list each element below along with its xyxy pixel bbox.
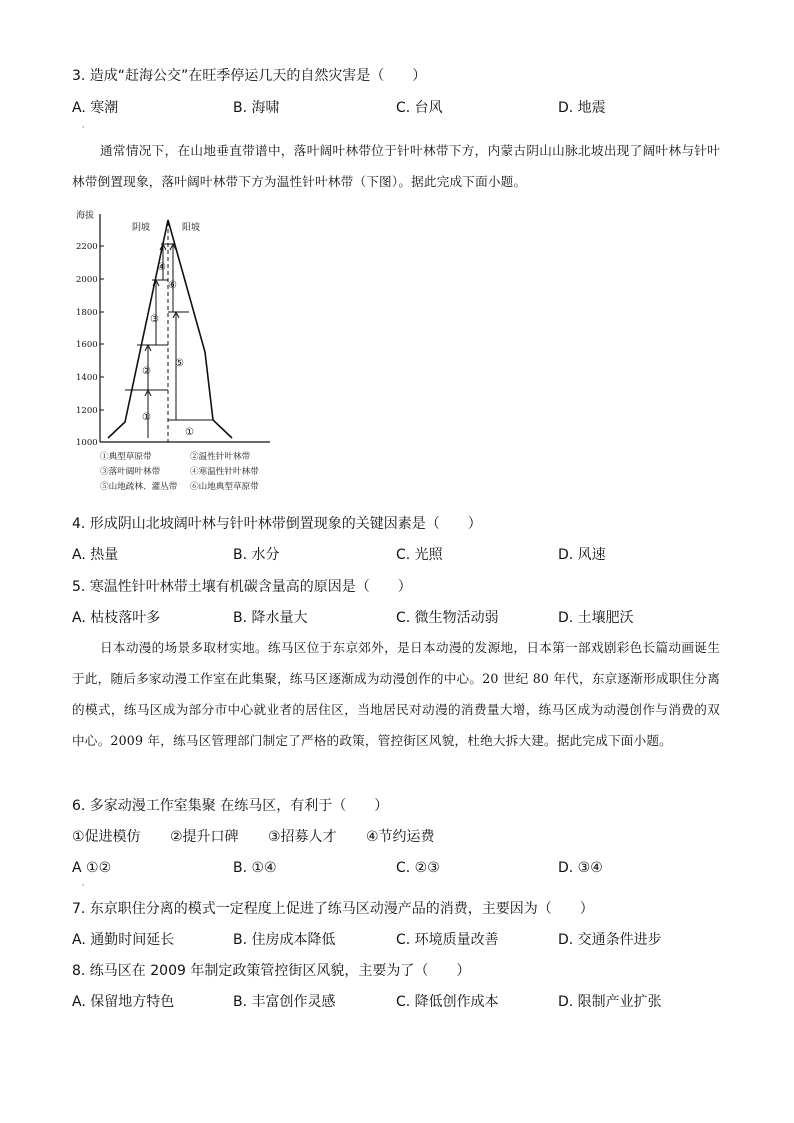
zone-marker-2: ② <box>142 366 151 377</box>
shady-slope-label: 阴坡 <box>132 223 151 233</box>
zone-marker-4: ④ <box>157 262 166 273</box>
q7-option-c: C. 环境质量改善 <box>396 932 499 948</box>
q6-option-d: D. ③④ <box>558 860 603 876</box>
vertical-zonation-figure <box>70 202 280 497</box>
q7-option-a: A. 通勤时间延长 <box>72 932 175 948</box>
legend-item-3: ③落叶阔叶林带 <box>100 467 161 477</box>
q5-option-b: B. 降水量大 <box>233 610 308 626</box>
q8-option-d: D. 限制产业扩张 <box>558 994 662 1010</box>
q5-stem: 5. 寒温性针叶林带土壤有机碳含量高的原因是（ ） <box>72 579 412 595</box>
q3-stem: 3. 造成“赶海公交”在旺季停运几天的自然灾害是（ ） <box>72 68 427 84</box>
tick-1200: 1200 <box>76 406 98 416</box>
q5-option-a: A. 枯枝落叶多 <box>72 610 161 626</box>
mountain-outline <box>108 220 232 438</box>
legend-item-4: ④寒温性针叶林带 <box>190 467 259 477</box>
q6-stem: 6. 多家动漫工作室集聚 在练马区，有利于（ ） <box>72 798 389 814</box>
q5-option-c: C. 微生物活动弱 <box>396 610 499 626</box>
q8-stem: 8. 练马区在 2009 年制定政策管控街区风貌，主要为了（ ） <box>72 963 471 979</box>
legend-item-6: ⑥山地典型草原带 <box>190 482 259 492</box>
tick-2200: 2200 <box>76 242 98 252</box>
zone-marker-5: ⑤ <box>175 358 184 369</box>
q6-option-c: C. ②③ <box>396 860 440 876</box>
figure-legend <box>100 450 259 492</box>
zone-marker-6: ⑥ <box>168 280 177 291</box>
q6-item-1: ①促进模仿 <box>72 829 141 845</box>
zone-marker-1-shady: ① <box>142 412 151 423</box>
y-axis-label: 海拔 <box>76 211 95 221</box>
stray-mark: ˌ <box>82 120 85 129</box>
q6-item-3: ③招募人才 <box>268 829 337 845</box>
q3-option-a: A. 寒潮 <box>72 100 119 116</box>
stray-mark-2: ˌ <box>82 878 85 887</box>
q4-option-d: D. 风速 <box>558 547 606 563</box>
q8-option-a: A. 保留地方特色 <box>72 994 175 1010</box>
q3-option-c: C. 台风 <box>396 100 443 116</box>
passage-nerima-anime: 日本动漫的场景多取材实地。练马区位于东京郊外，是日本动漫的发源地，日本第一部戏剧彩色长篇动画诞生于此，随后多家动漫工作室在此集聚，练马区逐渐成为动漫创作的中心。20 世纪 80 年代，东京逐渐形成职住分离的模式，练马区成为部分市中心就业者的居住区，当地居民对动漫的消费量大增，练马区成为动漫创作与消费的双中心。2009 年，练马区管理部门制定了严格的政策，管控街区风貌，杜绝大拆大建。据此完成下面小题。 <box>72 640 720 748</box>
q3-option-b: B. 海啸 <box>233 100 280 116</box>
legend-item-2: ②温性针叶林带 <box>190 452 251 462</box>
q6-item-4: ④节约运费 <box>366 829 435 845</box>
q6-option-a: A ①② <box>72 860 112 876</box>
q8-option-b: B. 丰富创作灵感 <box>233 994 336 1010</box>
q4-stem: 4. 形成阴山北坡阔叶林与针叶林带倒置现象的关键因素是（ ） <box>72 516 482 532</box>
zonation-diagram <box>70 202 280 497</box>
legend-item-1: ①典型草原带 <box>100 452 152 462</box>
q7-option-b: B. 住房成本降低 <box>233 932 336 948</box>
q6-item-2: ②提升口碑 <box>170 829 239 845</box>
zone-marker-1-sunny: ① <box>185 427 194 438</box>
q7-option-d: D. 交通条件进步 <box>558 932 662 948</box>
q8-option-c: C. 降低创作成本 <box>396 994 499 1010</box>
q5-option-d: D. 土壤肥沃 <box>558 610 634 626</box>
zone-marker-3: ③ <box>150 314 159 325</box>
sunny-slope-label: 阳坡 <box>182 223 201 233</box>
tick-1600: 1600 <box>76 340 98 350</box>
tick-1000: 1000 <box>76 438 98 448</box>
q3-option-d: D. 地震 <box>558 100 606 116</box>
tick-2000: 2000 <box>76 275 98 285</box>
tick-1400: 1400 <box>76 373 98 383</box>
tick-1800: 1800 <box>76 308 98 318</box>
passage-vertical-zones: 通常情况下，在山地垂直带谱中，落叶阔叶林带位于针叶林带下方，内蒙古阴山山脉北坡出现了阔叶林与针叶林带倒置现象，落叶阔叶林带下方为温性针叶林带（下图）。据此完成下面小题。 <box>72 143 720 189</box>
q4-option-b: B. 水分 <box>233 547 280 563</box>
legend-item-5: ⑤山地疏林、灌丛带 <box>100 482 178 492</box>
q4-option-c: C. 光照 <box>396 547 443 563</box>
q6-option-b: B. ①④ <box>233 860 277 876</box>
q4-option-a: A. 热量 <box>72 547 119 563</box>
q7-stem: 7. 东京职住分离的模式一定程度上促进了练马区动漫产品的消费，主要因为（ ） <box>72 901 594 917</box>
